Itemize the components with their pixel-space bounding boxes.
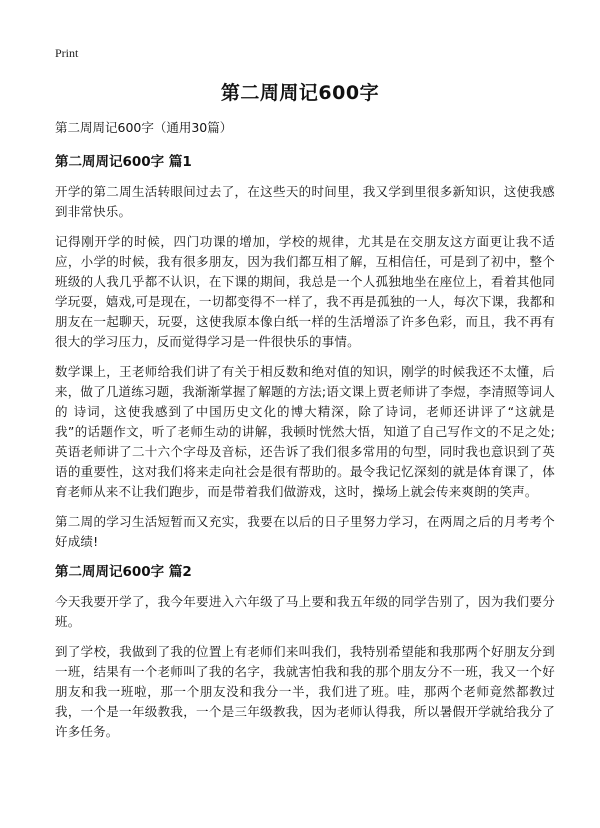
paragraph: 今天我要开学了，我今年要进入六年级了马上要和我五年级的同学告别了，因为我们要分班。 (55, 594, 555, 629)
section-heading: 第二周周记600字 篇2 (55, 564, 192, 580)
print-link[interactable]: Print (55, 46, 79, 60)
paragraph: 记得刚开学的时候，四门功课的增加，学校的规律，尤其是在交朋友这方面更让我不适应，小学的时候，我有很多朋友，因为我们都互相了解，互相信任，可是到了初中，整个班级的人我几乎都不认识，在下课的期间，我总是一个人孤独地坐在座位上，看着其他同学玩耍，嬉戏,可是现在，一切都变得不一样了，我不再是孤独的一人，每次下课，我都和朋友在一起聊天，玩耍，这使我原本像白纸一样的生活增添了许多色彩，而且，我不再有很大的学习压力，反而觉得学习是一件很快乐的事情。 (55, 234, 555, 349)
paragraph: 到了学校，我做到了我的位置上有老师们来叫我们，我特别希望能和我那两个好朋友分到一班，结果有一个老师叫了我的名字，我就害怕我和我的那个朋友分不一班，我又一个好朋友和我一班啦，那一个朋友没和我分一半，我们进了班。哇，那两个老师竟然都教过我，一个是一年级教我，一个是三年级教我，因为老师认得我，所以暑假开学就给我分了许多任务。 (55, 644, 555, 739)
document-subtitle: 第二周周记600字（通用30篇） (55, 120, 233, 135)
paragraph: 开学的第二周生活转眼间过去了，在这些天的时间里，我又学到里很多新知识，这使我感到非常快乐。 (55, 184, 555, 219)
section-heading: 第二周周记600字 篇1 (55, 154, 192, 170)
document-content (55, 118, 555, 752)
paragraph: 数学课上，王老师给我们讲了有关于相反数和绝对值的知识，刚学的时候我还不太懂，后来，做了几道练习题，我渐渐掌握了解题的方法;语文课上贾老师讲了李煜，李清照等词人的 诗词，这使我感到了中国历史文化的博大精深，除了诗词，老师还讲评了“这就是我”的话题作文，听了老师生动的讲解，我顿时恍然大悟，知道了自己写作文的不足之处;英语老师讲了二十六个字母及音标，还告诉了我们很多常用的句型，同时我也意识到了英语的重要性，这对我们将来走向社会是很有帮助的。最令我记忆深刻的就是体育课了，体育老师从来不让我们跑步，而是带着我们做游戏，这时，操场上就会传来爽朗的笑声。 (55, 364, 555, 499)
paragraph: 第二周的学习生活短暂而又充实，我要在以后的日子里努力学习，在两周之后的月考考个好成绩! (55, 514, 555, 549)
section-2 (55, 562, 555, 742)
page-title: 第二周周记600字 (220, 82, 380, 104)
section-1 (55, 152, 555, 552)
